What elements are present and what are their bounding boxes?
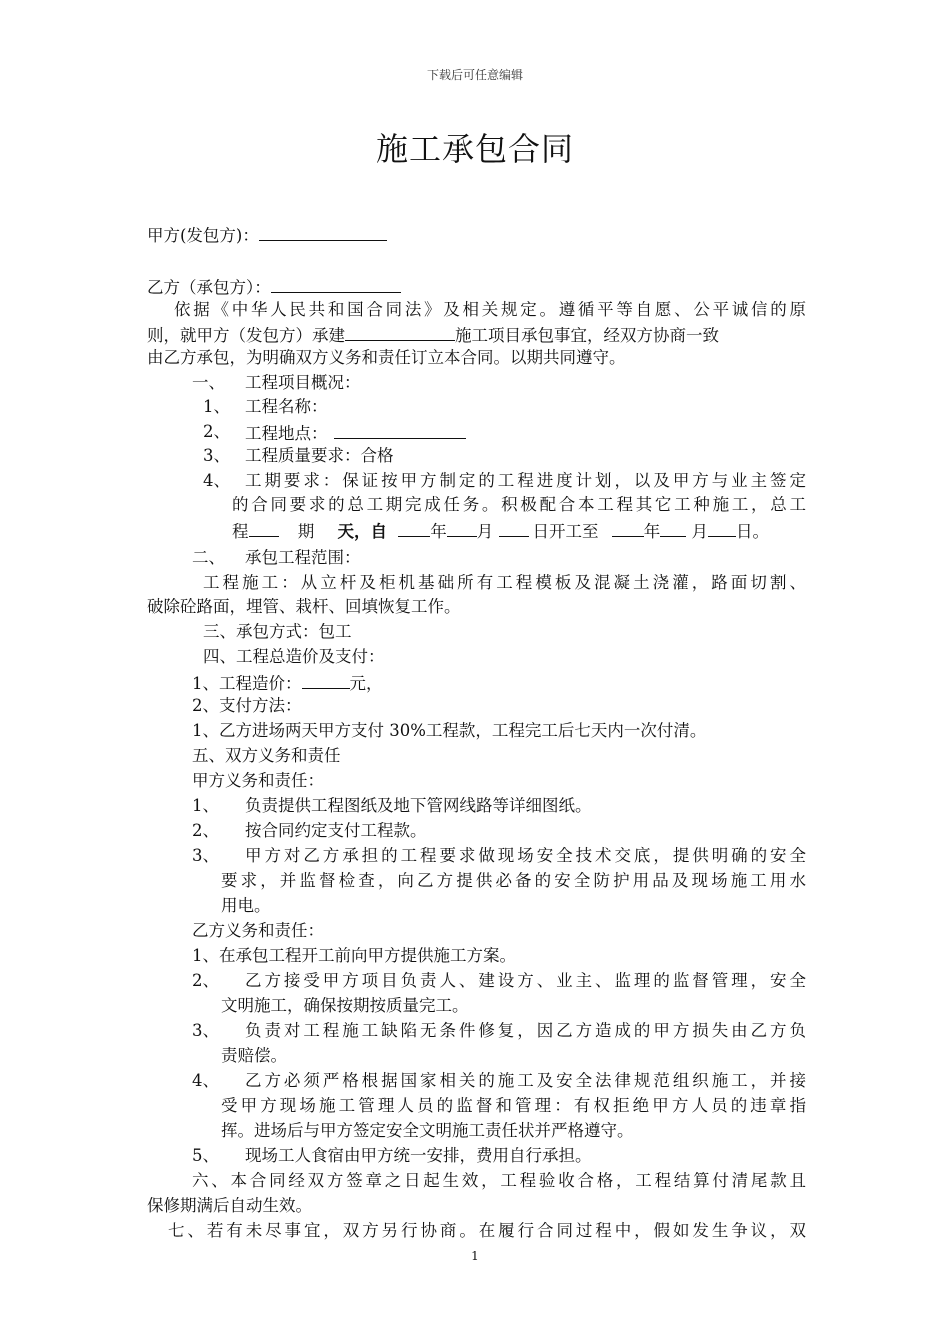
start-day-blank: [499, 518, 529, 537]
b4-num: 4、: [192, 1071, 219, 1090]
s1-item-4-line-3: [232, 518, 769, 544]
party-b-duties-heading: 乙方义务和责任：: [192, 921, 324, 940]
intro-l2-a: 则，就甲方（发包方）承建: [147, 326, 345, 345]
duration-a: 程: [232, 522, 249, 541]
start-year: 年: [430, 522, 447, 541]
end-day-blank: [708, 518, 736, 537]
b3-line-1: 负责对工程施工缺陷无条件修复，因乙方造成的甲方损失由乙方负: [245, 1021, 806, 1040]
end-year: 年: [643, 522, 661, 541]
duration-d: 自: [370, 522, 387, 541]
a3-line-1: 甲方对乙方承担的工程要求做现场安全技术交底，提供明确的安全: [245, 846, 806, 865]
section-1-num: 一、: [192, 373, 225, 392]
b2-line-2: 文明施工，确保按期按质量完工。: [221, 996, 469, 1015]
s1-item-1-num: 1、: [203, 397, 230, 416]
section-1-heading: 工程项目概况：: [245, 373, 361, 392]
b3-num: 3、: [192, 1021, 219, 1040]
page-number: 1: [471, 1249, 479, 1263]
intro-line-3: 由乙方承包，为明确双方义务和责任订立本合同。以期共同遵守。: [147, 348, 626, 367]
b4-line-1: 乙方必须严格根据国家相关的施工及安全法律规范组织施工，并接: [245, 1071, 806, 1090]
section-3: 三、承包方式：包工: [203, 622, 352, 641]
cost-label: 1、工程造价：: [192, 674, 302, 693]
start-month: 月: [476, 522, 494, 541]
b4-line-3: 挥。进场后与甲方签定安全文明施工责任状并严格遵守。: [221, 1121, 634, 1140]
intro-line-1: 依据《中华人民共和国合同法》及相关规定。遵循平等自愿、公平诚信的原: [174, 300, 806, 319]
cost-blank: [302, 670, 350, 689]
party-b-line: [147, 274, 401, 300]
section-4-heading: 四、工程总造价及支付：: [203, 647, 385, 666]
b5-text: 现场工人食宿由甲方统一安排，费用自行承担。: [245, 1146, 592, 1165]
party-a-blank: [259, 222, 387, 241]
s1-item-2: 工程地点：: [245, 424, 328, 443]
b1-text: 1、在承包工程开工前向甲方提供施工方案。: [192, 946, 516, 965]
s1-item-4-line-2: 的合同要求的总工期完成任务。积极配合本工程其它工种施工，总工: [232, 495, 806, 514]
duration-b: 期: [297, 522, 315, 541]
start-year-blank: [398, 518, 430, 537]
page-title: 施工承包合同: [375, 130, 574, 168]
party-a-line: [147, 222, 387, 248]
party-a-duties-heading: 甲方义务和责任：: [192, 771, 324, 790]
b2-line-1: 乙方接受甲方项目负责人、建设方、业主、监理的监督管理，安全: [245, 971, 806, 990]
end-month-blank: [660, 518, 686, 537]
s1-item-3-num: 3、: [203, 446, 230, 465]
party-a-label: 甲方(发包方)：: [147, 226, 259, 245]
a3-line-3: 用电。: [221, 896, 271, 915]
start-month-blank: [447, 518, 477, 537]
section-6-line-2: 保修期满后自动生效。: [147, 1196, 312, 1215]
s1-item-2-num: 2、: [203, 422, 230, 441]
b3-line-2: 责赔偿。: [221, 1046, 287, 1065]
s1-item-3: 工程质量要求：合格: [245, 446, 394, 465]
cost-unit: 元，: [349, 674, 383, 693]
start-day: 日开工至: [532, 522, 599, 541]
party-b-blank: [271, 274, 401, 293]
a2-text: 按合同约定支付工程款。: [245, 821, 427, 840]
s1-item-4-line-1: 工期要求：保证按甲方制定的工程进度计划，以及甲方与业主签定: [245, 471, 806, 490]
b5-num: 5、: [192, 1146, 219, 1165]
a1-text: 负责提供工程图纸及地下管网线路等详细图纸。: [245, 796, 592, 815]
b4-line-2: 受甲方现场施工管理人员的监督和管理：有权拒绝甲方人员的违章指: [221, 1096, 806, 1115]
s4-item-2: 2、支付方法：: [192, 696, 302, 715]
b2-num: 2、: [192, 971, 219, 990]
a2-num: 2、: [192, 821, 219, 840]
party-b-label: 乙方（承包方）：: [147, 278, 271, 297]
a1-num: 1、: [192, 796, 219, 815]
section-2-line-2: 破除砼路面，埋管、栽杆、回填恢复工作。: [147, 597, 461, 616]
header-note: 下载后可任意编辑: [426, 68, 523, 82]
end-day: 日。: [736, 522, 769, 541]
s1-item-2-line: [245, 420, 466, 446]
s1-item-4-num: 4、: [203, 471, 230, 490]
a3-num: 3、: [192, 846, 219, 865]
end-month: 月: [691, 522, 708, 541]
end-year-blank: [612, 518, 644, 537]
duration-blank: [249, 518, 279, 537]
section-2-num: 二、: [192, 548, 225, 567]
section-5-heading: 五、双方义务和责任: [192, 746, 341, 765]
section-2-line-1: 工程施工：从立杆及柜机基础所有工程模板及混凝土浇灌，路面切割、: [203, 573, 806, 592]
s4-item-1: [192, 670, 383, 696]
intro-l2-b: 施工项目承包事宜，经双方协商一致: [455, 326, 719, 345]
s4-item-3: 1、乙方进场两天甲方支付 30%工程款，工程完工后七天内一次付清。: [192, 721, 707, 740]
section-7-line-1: 七、若有未尽事宜，双方另行协商。在履行合同过程中，假如发生争议，双: [168, 1221, 806, 1240]
project-blank: [345, 322, 455, 341]
section-6-line-1: 六、本合同经双方签章之日起生效，工程验收合格，工程结算付清尾款且: [192, 1171, 806, 1190]
a3-line-2: 要求，并监督检查，向乙方提供必备的安全防护用品及现场施工用水: [221, 871, 806, 890]
intro-line-2: [147, 322, 806, 348]
s1-item-1: 工程名称：: [245, 397, 328, 416]
section-2-heading: 承包工程范围：: [245, 548, 361, 567]
location-blank: [334, 420, 466, 439]
duration-c: 天，: [337, 522, 371, 541]
